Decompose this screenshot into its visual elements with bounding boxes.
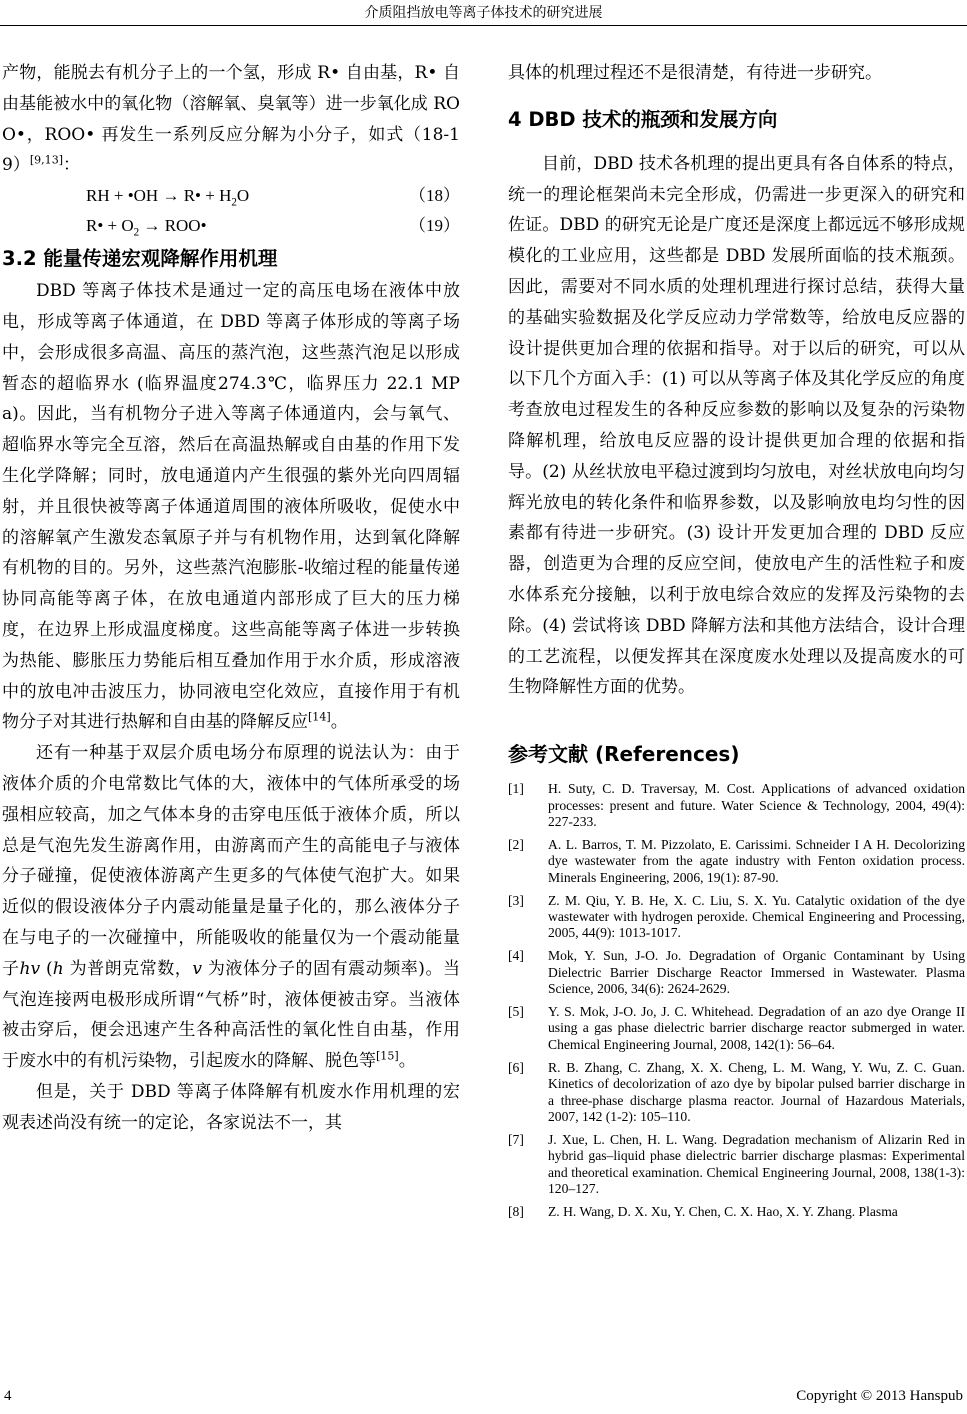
reference-list (508, 781, 965, 1220)
paragraph-continued: 具体的机理过程还不是很清楚，有待进一步研究。 (508, 63, 882, 83)
reference-text: R. B. Zhang, C. Zhang, X. X. Cheng, L. M. Wang, Y. Wu, Z. C. Guan. Kinetics of decolorization of azo dye by bipolar pulsed barrier discharge in a three-phase discharge plasma reactor. Journal of Hazardous Materials, 2007, 142 (1-2): 105–110. (548, 1059, 965, 1124)
reference-text: H. Suty, C. D. Traversay, M. Cost. Applications of advanced oxidation processes: present and future. Water Science & Technology, 2004, 49(4): 227-233. (548, 781, 965, 829)
reference-text: A. L. Barros, T. M. Pizzolato, E. Carissimi. Schneider I A H. Decolorizing dye wastewater from the agate industry with Fenton oxidation process. Minerals Engineering, 2006, 19(1): 87-90. (548, 836, 965, 885)
left-column (2, 58, 460, 1139)
citation: [9,13] (29, 153, 64, 167)
equation-19: R• + $O_2$ → ROO• （19） (2, 211, 460, 241)
reference-item (508, 893, 965, 942)
reference-number: [5] (508, 1004, 524, 1020)
references-heading: 参考文献 (References) (508, 742, 740, 767)
reference-number: [4] (508, 948, 524, 964)
reference-item (508, 1060, 965, 1126)
reference-item (508, 1132, 965, 1198)
reference-item (508, 1004, 965, 1053)
reference-number: [7] (508, 1131, 524, 1147)
paragraph-intro: 产物，能脱去有机分子上的一个氢，形成 R• 自由基，R• 自由基能被水中的氧化物（溶解氧、臭氧等）进一步氧化成 ROO•，ROO• 再发生一系列反应分解为小分子，如式（18-19）[9,13]： (2, 63, 460, 176)
reference-number: [3] (508, 892, 524, 908)
reference-number: [1] (508, 781, 524, 797)
equation-number: （19） (409, 216, 460, 236)
reference-item (508, 781, 965, 830)
reference-text: Mok, Y. Sun, J-O. Jo. Degradation of Organic Contaminant by Using Dielectric Barrier Discharge Reactor Immersed in Wastewater. Plasma Science, 2006, 34(6): 2624-2629. (548, 948, 965, 997)
paragraph-bottleneck: 目前，DBD 技术各机理的提出更具有各自体系的特点，统一的理论框架尚未完全形成，仍需进一步更深入的研究和佐证。DBD 的研究无论是广度还是深度上都远远不够形成规模化的工业应用，这些都是 DBD 发展所面临的技术瓶颈。因此，需要对不同水质的处理机理进行探讨总结，获得大量的基础实验数据及化学反应动力学常数等，给放电反应器的设计提供更加合理的依据和指导。对于以后的研究，可以从以下几个方面入手：(1) 可以从等离子体及其化学反应的角度考查放电过程发生的各种反应参数的影响以及复杂的污染物降解机理，给放电反应器的设计提供更加合理的依据和指导。(2) 从丝状放电平稳过渡到均匀放电，对丝状放电向均匀辉光放电的转化条件和临界参数，以及影响放电均匀性的因素都有待进一步研究。(3) 设计开发更加合理的 DBD 反应器，创造更为合理的反应空间，使放电产生的活性粒子和废水体系充分接触，以利于放电综合效应的发挥及污染物的去除。(4) 尝试将该 DBD 降解方法和其他方法结合，设计合理的工艺流程，以便发挥其在深度废水处理以及提高废水的可生物降解性方面的优势。 (508, 153, 965, 698)
header-rule (0, 25, 967, 26)
citation: [14] (308, 710, 331, 724)
reference-text: Y. S. Mok, J-O. Jo, J. C. Whitehead. Degradation of an azo dye Orange II using a gas phase dielectric barrier discharge reactor submerged in water. Chemical Engineering Journal, 2008, 142(1): 56–64. (548, 1004, 965, 1052)
running-head: 介质阻挡放电等离子体技术的研究进展 (364, 5, 603, 21)
copyright-notice: Copyright © 2013 Hanspub (796, 1388, 963, 1404)
equation-number: （18） (409, 186, 460, 206)
reference-item (508, 948, 965, 997)
right-column (508, 58, 965, 1227)
reference-number: [2] (508, 836, 524, 852)
paragraph-energy-transfer: DBD 等离子体技术是通过一定的高压电场在液体中放电，形成等离子体通道，在 DBD 等离子体形成的等离子场中，会形成很多高温、高压的蒸汽泡，这些蒸汽泡足以形成暂态的超临界水 (临界温度274.3℃，临界压力 22.1 MPa)。因此，当有机物分子进入等离子体通道内，会与氧气、超临界水等完全互溶，然后在高温热解或自由基的作用下发生化学降解；同时，放电通道内产生很强的紫外光向四周辐射，并且很快被等离子体通道周围的液体所吸收，促使水中的溶解氧产生激发态氧原子并与有机物作用，达到氧化降解有机物的目的。另外，这些蒸汽泡膨胀-收缩过程的能量传递协同高能等离子体，在放电通道内部形成了巨大的压力梯度，在边界上形成温度梯度。这些高能等离子体进一步转换为热能、膨胀压力势能后相互叠加作用于水介质，形成溶液中的放电冲击波压力，协同液电空化效应，直接作用于有机物分子对其进行热解和自由基的降解反应[14]。 (2, 281, 460, 733)
reference-text: Z. H. Wang, D. X. Xu, Y. Chen, C. X. Hao, X. Y. Zhang. Plasma (548, 1203, 898, 1219)
paragraph-macro-description: 但是，关于 DBD 等离子体降解有机废水作用机理的宏观表述尚没有统一的定论，各家说法不一，其 (2, 1081, 460, 1133)
reference-item (508, 837, 965, 886)
reference-number: [6] (508, 1059, 524, 1075)
section-heading-3-2: 3.2 能量传递宏观降解作用机理 (2, 247, 278, 271)
page-number: 4 (4, 1388, 12, 1404)
reference-text: J. Xue, L. Chen, H. L. Wang. Degradation mechanism of Alizarin Red in hybrid gas–liquid phase dielectric barrier discharge plasmas: Experimental and theoretical examination. Chemical Engineering Journal, 2008, 138(1-3): 120–127. (548, 1131, 965, 1197)
reference-text: Z. M. Qiu, Y. B. He, X. C. Liu, S. X. Yu. Catalytic oxidation of the dye wastewater with hydrogen peroxide. Chemical Engineering and Processing, 2005, 44(9): 1013-1017. (548, 892, 965, 941)
reference-item (508, 1204, 965, 1220)
section-heading-4: 4 DBD 技术的瓶颈和发展方向 (508, 107, 778, 131)
citation: [15] (376, 1049, 399, 1063)
reference-number: [8] (508, 1203, 524, 1219)
paragraph-double-layer: 还有一种基于双层介质电场分布原理的说法认为：由于液体介质的介电常数比气体的大，液体中的气体所承受的场强相应较高，加之气体本身的击穿电压低于液体介质，所以总是气泡先发生游离作用，由游离而产生的高能电子与液体分子碰撞，促使液体游离产生更多的气体使气泡扩大。如果近似的假设液体分子内震动能量是量子化的，那么液体分子在与电子的一次碰撞中，所能吸收的能量仅为一个震动能量子hv (h 为普朗克常数，v 为液体分子的固有震动频率)。当气泡连接两电极形成所谓“气桥”时，液体便被击穿。当液体被击穿后，便会迅速产生各种高活性的氧化性自由基，作用于废水中的有机污染物，引起废水的降解、脱色等[15]。 (2, 743, 460, 1072)
equation-18: RH + •OH → R• + $H_2O$ （18） (2, 181, 460, 211)
